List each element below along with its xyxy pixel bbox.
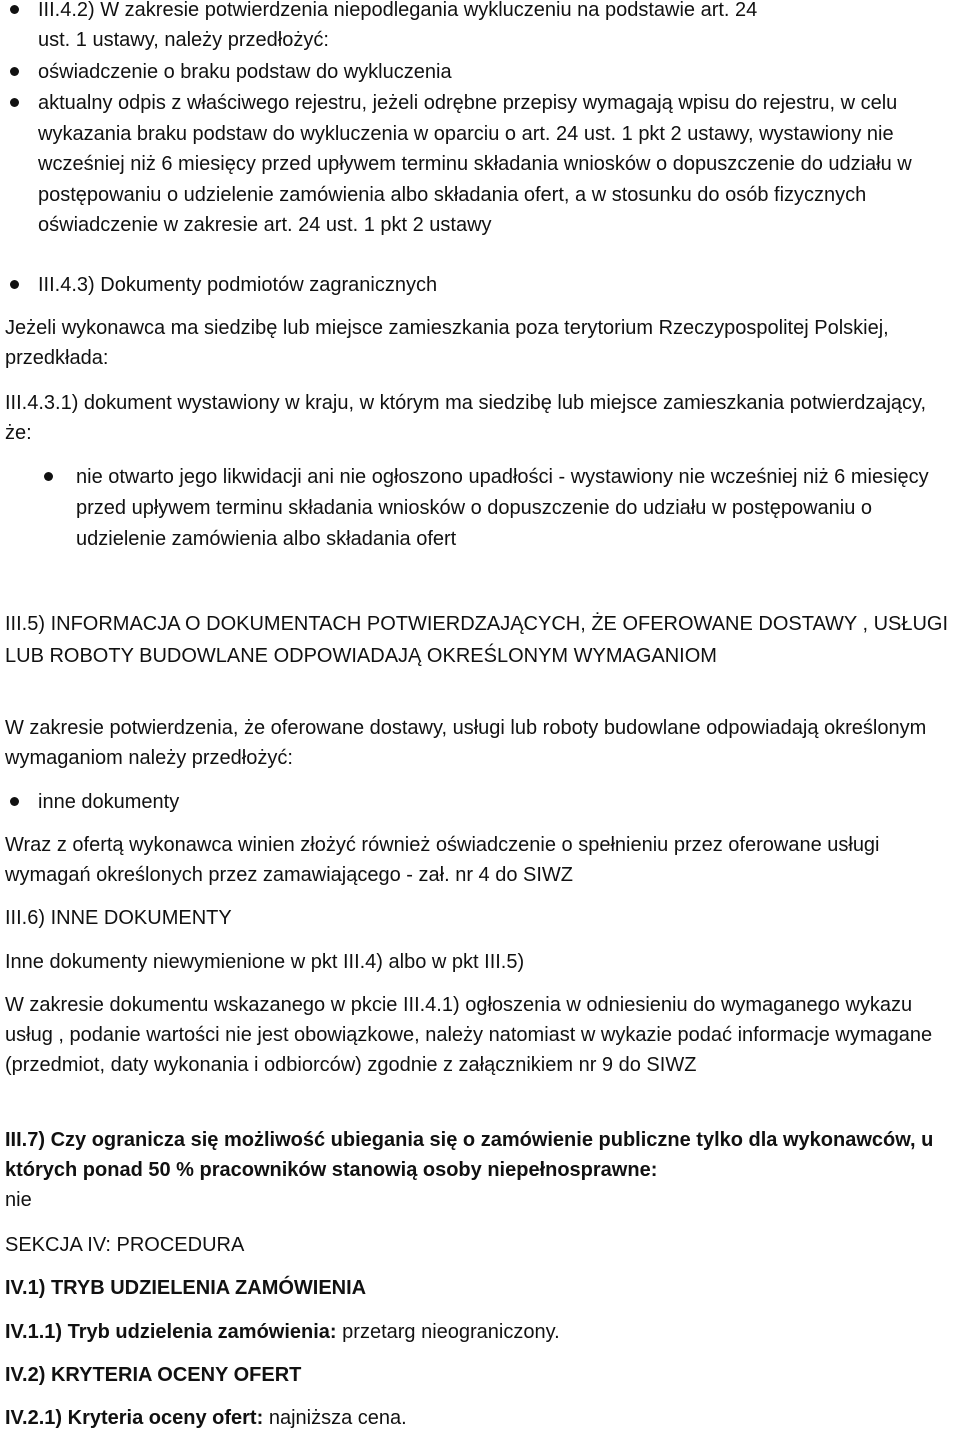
list-item-text: inne dokumenty xyxy=(38,791,180,813)
section-iii-4-2-line2-wrap xyxy=(38,25,960,55)
paragraph-iii-4-3-1: III.4.3.1) dokument wystawiony w kraju, w którym ma siedzibę lub miejsce zamieszkania potwierdzający, że: xyxy=(5,392,927,444)
line-iv-2-1 xyxy=(5,1403,955,1433)
paragraph-wraz-z-oferta: Wraz z ofertą wykonawca winien złożyć również oświadczenie o spełnieniu przez oferowane usługi wymagań określonych przez zamawiającego - zał. nr 4 do SIWZ xyxy=(5,834,880,886)
line-iv-1-1 xyxy=(5,1317,955,1347)
list-item-likwidacja xyxy=(76,462,958,555)
list-item-iii-4-3 xyxy=(38,270,956,300)
list-item-text: aktualny odpis z właściwego rejestru, jeżeli odrębne przepisy wymagają wpisu do rejestru, w celu wykazania braku podstaw do wykluczenia w oparciu o art. 24 ust. 1 pkt 2 ustawy, wystawiony nie wcześniej niż 6 miesięcy przed upływem terminu składania wniosków o dopuszczenie do udziału w postępowaniu o udzielenie zamówienia albo składania ofert, a w stosunku do osób fizycznych oświadczenie w zakresie art. 24 ust. 1 pkt 2 ustawy xyxy=(38,92,912,236)
answer-iii-7: nie xyxy=(5,1189,32,1211)
value-iv-1-1: przetarg nieograniczony. xyxy=(342,1321,560,1343)
section-iii-4-2-line2: ust. 1 ustawy, należy przedłożyć: xyxy=(38,29,329,51)
value-iv-2-1: najniższa cena. xyxy=(268,1407,407,1429)
paragraph-inne-dokumenty: Inne dokumenty niewymienione w pkt III.4) albo w pkt III.5) xyxy=(5,951,525,973)
paragraph-iii-5: W zakresie potwierdzenia, że oferowane dostawy, usługi lub roboty budowlane odpowiadają określonym wymaganiom należy przedłożyć: xyxy=(5,717,927,769)
section-iii-4-2-line1: III.4.2) W zakresie potwierdzenia niepodlegania wykluczeniu na podstawie art. 24 xyxy=(38,0,758,21)
heading-iii-6: III.6) INNE DOKUMENTY xyxy=(5,907,232,929)
label-iv-1-1: IV.1.1) Tryb udzielenia zamówienia: xyxy=(5,1321,337,1343)
heading-iii-7: III.7) Czy ogranicza się możliwość ubiegania się o zamówienie publiczne tylko dla wykonawców, u których ponad 50 % pracowników stanowią osoby niepełnosprawne: xyxy=(5,1129,934,1181)
heading-iv-2: IV.2) KRYTERIA OCENY OFERT xyxy=(5,1364,302,1386)
list-item-inne-dokumenty xyxy=(38,787,956,817)
heading-sekcja-iv: SEKCJA IV: PROCEDURA xyxy=(5,1234,245,1256)
list-item-text: III.4.3) Dokumenty podmiotów zagranicznych xyxy=(38,274,438,296)
list-item-text: nie otwarto jego likwidacji ani nie ogłoszono upadłości - wystawiony nie wcześniej niż 6 miesięcy przed upływem terminu składania wniosków o dopuszczenie do udziału w postępowaniu o udzielenie zamówienia albo składania ofert xyxy=(76,466,929,550)
label-iv-2-1: IV.2.1) Kryteria oceny ofert: xyxy=(5,1407,264,1429)
heading-iii-5: III.5) INFORMACJA O DOKUMENTACH POTWIERDZAJĄCYCH, ŻE OFEROWANE DOSTAWY , USŁUGI LUB ROBOTY BUDOWLANE ODPOWIADAJĄ OKREŚLONYM WYMAGANIOM xyxy=(5,613,949,667)
paragraph-podmioty-zagraniczne: Jeżeli wykonawca ma siedzibę lub miejsce zamieszkania poza terytorium Rzeczypospolitej Polskiej, przedkłada: xyxy=(5,317,889,369)
heading-iv-1: IV.1) TRYB UDZIELENIA ZAMÓWIENIA xyxy=(5,1277,367,1299)
list-item-odpis-rejestru xyxy=(38,88,956,241)
list-item-oswiadczenie xyxy=(38,57,956,87)
paragraph-wykaz-uslug: W zakresie dokumentu wskazanego w pkcie III.4.1) ogłoszenia w odniesieniu do wymaganego wykazu usług , podanie wartości nie jest obowiązkowe, należy natomiast w wykazie podać informacje wymagane (przedmiot, daty wykonania i odbiorców) zgodnie z załącznikiem nr 9 do SIWZ xyxy=(5,994,933,1076)
list-item-text: oświadczenie o braku podstaw do wykluczenia xyxy=(38,61,452,83)
section-iii-4-2-item xyxy=(38,0,956,25)
